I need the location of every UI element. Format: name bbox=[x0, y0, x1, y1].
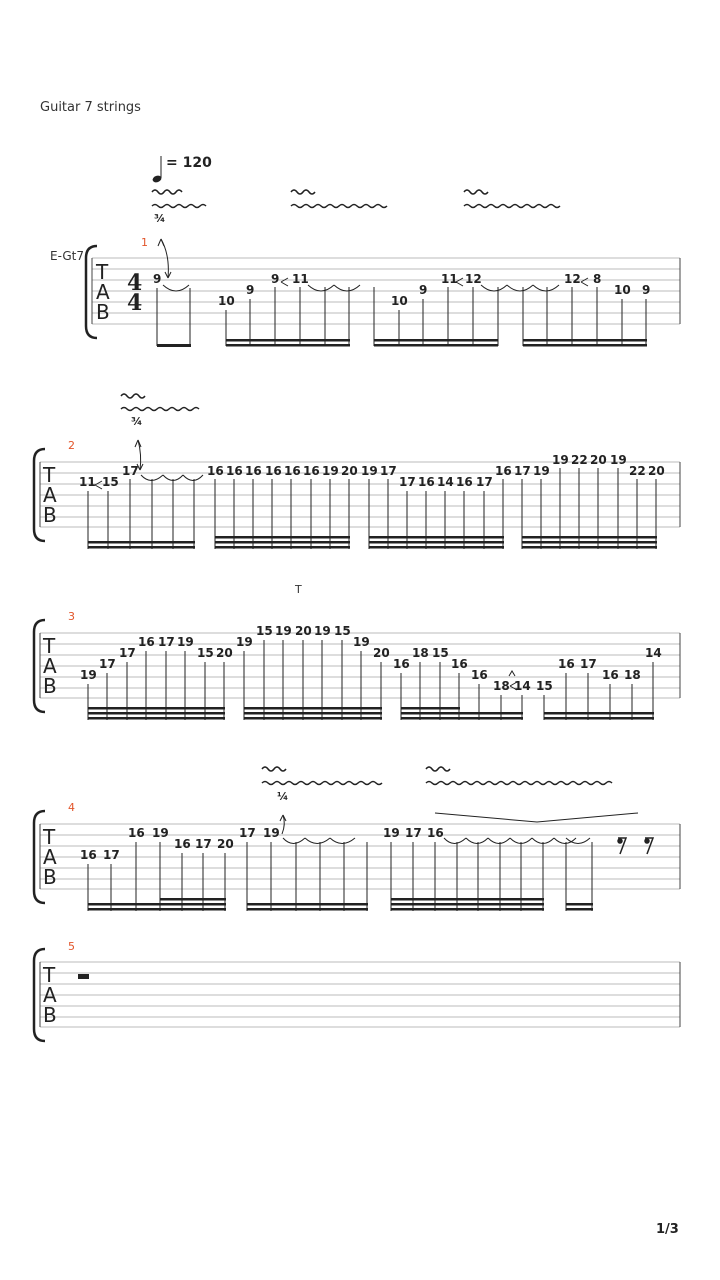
fret-number: 19 bbox=[263, 826, 280, 840]
fret-number: 22 bbox=[571, 453, 588, 467]
fret-number: 16 bbox=[138, 635, 155, 649]
tab-clef: A bbox=[43, 654, 57, 678]
fret-number: 18 bbox=[493, 679, 510, 693]
bar-number: 5 bbox=[68, 940, 75, 953]
fret-number: 19 bbox=[80, 668, 97, 682]
fret-number: 19 bbox=[610, 453, 627, 467]
fret-number: 16 bbox=[471, 668, 488, 682]
bend-amount-1: ¾ bbox=[154, 212, 166, 225]
fret-number: 20 bbox=[341, 464, 358, 478]
fret-number: 16 bbox=[284, 464, 301, 478]
fret-number: 20 bbox=[217, 837, 234, 851]
fret-number: 16 bbox=[303, 464, 320, 478]
fret-number: 20 bbox=[216, 646, 233, 660]
tab-clef: B bbox=[43, 1003, 57, 1027]
bar-number: 3 bbox=[68, 610, 75, 623]
fret-number: 16 bbox=[245, 464, 262, 478]
tab-staff-4 bbox=[34, 811, 680, 903]
quarter-note-icon bbox=[152, 156, 163, 184]
tempo-value: = 120 bbox=[166, 155, 212, 171]
fret-number: 20 bbox=[373, 646, 390, 660]
fret-number: 20 bbox=[590, 453, 607, 467]
beams bbox=[88, 707, 654, 720]
fret-number: 19 bbox=[361, 464, 378, 478]
fret-number: 19 bbox=[322, 464, 339, 478]
fret-number: 20 bbox=[648, 464, 665, 478]
fret-number: 17 bbox=[195, 837, 212, 851]
fret-number: 14 bbox=[514, 679, 531, 693]
fret-number: 17 bbox=[380, 464, 397, 478]
fret-number: 16 bbox=[207, 464, 224, 478]
fret-number: 22 bbox=[629, 464, 646, 478]
tap-marker: T bbox=[295, 583, 302, 596]
fret-number: 17 bbox=[103, 848, 120, 862]
fret-number: 15 bbox=[197, 646, 214, 660]
fret-number: 15 bbox=[432, 646, 449, 660]
fret-number: 9 bbox=[271, 272, 280, 286]
fret-number: 15 bbox=[102, 475, 119, 489]
fret-number: 12 bbox=[564, 272, 581, 286]
beams bbox=[157, 339, 647, 347]
fret-number: 12 bbox=[465, 272, 482, 286]
fret-number: 17 bbox=[580, 657, 597, 671]
bar-number: 1 bbox=[141, 236, 148, 249]
tab-clef: T bbox=[43, 463, 56, 487]
fret-number: 9 bbox=[246, 283, 255, 297]
tab-clef: A bbox=[43, 483, 57, 507]
fret-number: 16 bbox=[174, 837, 191, 851]
fret-number: 10 bbox=[218, 294, 235, 308]
tab-clef: T bbox=[43, 825, 56, 849]
fret-number: 19 bbox=[314, 624, 331, 638]
bar-number: 2 bbox=[68, 439, 75, 452]
fret-number: 9 bbox=[419, 283, 428, 297]
fret-number: 18 bbox=[412, 646, 429, 660]
fret-number: 15 bbox=[536, 679, 553, 693]
whole-rest-icon bbox=[78, 974, 89, 979]
fret-number: 19 bbox=[152, 826, 169, 840]
fret-number: 17 bbox=[476, 475, 493, 489]
vibrato-wave-icon bbox=[121, 190, 612, 785]
fret-number: 16 bbox=[495, 464, 512, 478]
fret-number: 15 bbox=[334, 624, 351, 638]
fret-number: 16 bbox=[451, 657, 468, 671]
fret-number: 16 bbox=[265, 464, 282, 478]
beams bbox=[88, 898, 593, 911]
fret-number: 19 bbox=[533, 464, 550, 478]
fret-number: 19 bbox=[552, 453, 569, 467]
fret-number: 16 bbox=[456, 475, 473, 489]
fret-number: 17 bbox=[399, 475, 416, 489]
bend-amount-3: ¼ bbox=[277, 790, 289, 803]
tab-staff-1 bbox=[86, 246, 680, 338]
tab-clef: T bbox=[43, 963, 56, 987]
fret-number: 17 bbox=[405, 826, 422, 840]
fret-number: 18 bbox=[624, 668, 641, 682]
track-name: Guitar 7 strings bbox=[40, 100, 141, 115]
note-stems bbox=[88, 842, 592, 911]
tab-clef: A bbox=[96, 280, 110, 304]
fret-number: 20 bbox=[295, 624, 312, 638]
tab-clef: B bbox=[43, 674, 57, 698]
fret-number: 14 bbox=[437, 475, 454, 489]
fret-number: 9 bbox=[642, 283, 651, 297]
fret-number: 19 bbox=[353, 635, 370, 649]
tab-clef: T bbox=[96, 260, 109, 284]
time-signature-top: 4 bbox=[127, 270, 143, 296]
fret-number: 15 bbox=[256, 624, 273, 638]
fret-number: 11 bbox=[292, 272, 309, 286]
bend-amount-2: ¾ bbox=[131, 415, 143, 428]
fret-number: 16 bbox=[418, 475, 435, 489]
fret-number: 16 bbox=[427, 826, 444, 840]
fret-number: 9 bbox=[153, 272, 162, 286]
fret-number: 19 bbox=[177, 635, 194, 649]
tab-clef: A bbox=[43, 845, 57, 869]
tab-clef: A bbox=[43, 983, 57, 1007]
page-indicator: 1/3 bbox=[656, 1222, 679, 1237]
bar-number: 4 bbox=[68, 801, 75, 814]
fret-number: 8 bbox=[593, 272, 602, 286]
time-signature-bottom: 4 bbox=[127, 290, 143, 316]
fret-number: 11 bbox=[441, 272, 458, 286]
let-ring-line bbox=[435, 813, 638, 822]
fret-number: 11 bbox=[79, 475, 96, 489]
fret-number: 19 bbox=[383, 826, 400, 840]
fret-number: 19 bbox=[275, 624, 292, 638]
tab-clef: B bbox=[96, 300, 110, 324]
fret-number: 17 bbox=[158, 635, 175, 649]
fret-number: 16 bbox=[80, 848, 97, 862]
tab-clef: B bbox=[43, 865, 57, 889]
fret-number: 16 bbox=[393, 657, 410, 671]
instrument-label: E-Gt7 bbox=[50, 249, 84, 263]
fret-number: 16 bbox=[128, 826, 145, 840]
fret-number: 16 bbox=[602, 668, 619, 682]
tab-staff-5 bbox=[34, 949, 680, 1041]
fret-number: 17 bbox=[119, 646, 136, 660]
fret-numbers bbox=[153, 272, 650, 308]
fret-number: 17 bbox=[239, 826, 256, 840]
fret-numbers bbox=[80, 624, 662, 693]
fret-number: 10 bbox=[391, 294, 408, 308]
tab-clef: B bbox=[43, 503, 57, 527]
tab-clef: T bbox=[43, 634, 56, 658]
fret-number: 17 bbox=[122, 464, 139, 478]
fret-number: 17 bbox=[99, 657, 116, 671]
fret-number: 14 bbox=[645, 646, 662, 660]
fret-number: 16 bbox=[226, 464, 243, 478]
fret-number: 16 bbox=[558, 657, 575, 671]
fret-number: 17 bbox=[514, 464, 531, 478]
fret-number: 19 bbox=[236, 635, 253, 649]
fret-number: 10 bbox=[614, 283, 631, 297]
